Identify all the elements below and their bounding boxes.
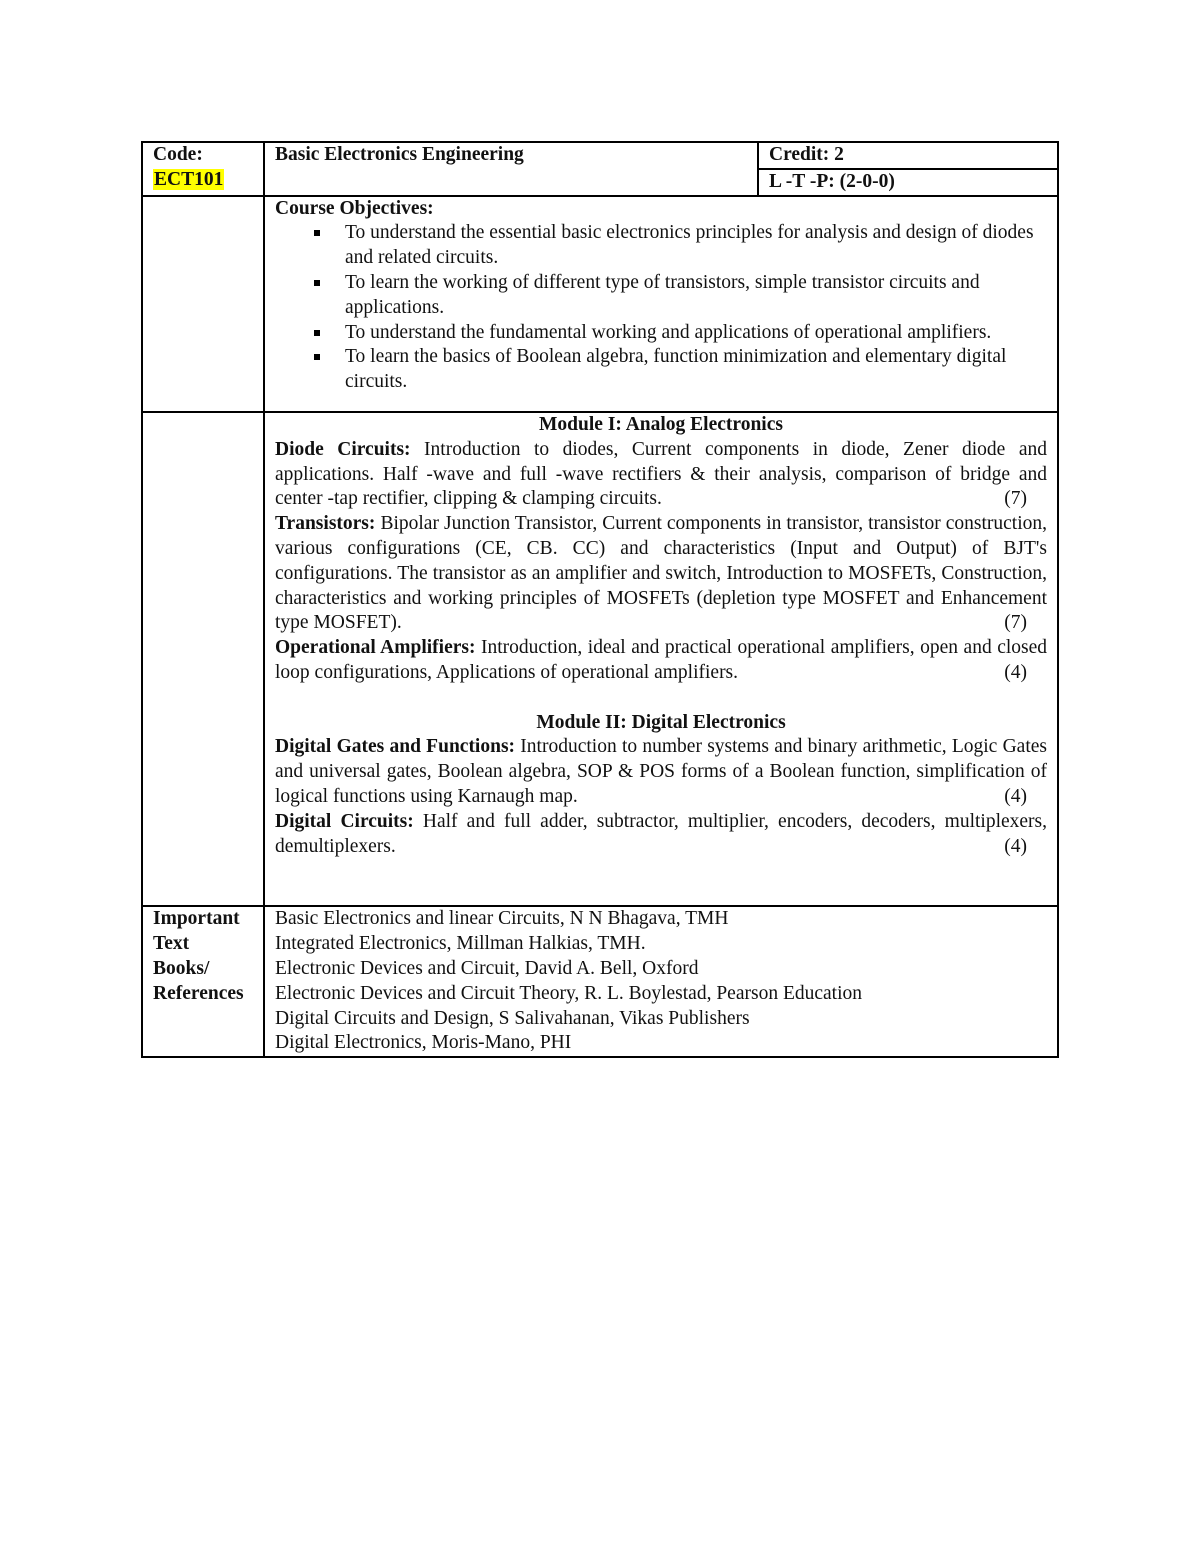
reference-item: Electronic Devices and Circuit, David A. Bell, Oxford <box>275 957 699 979</box>
course-title-cell <box>264 142 758 196</box>
topic-name: Operational Amplifiers: <box>275 637 476 659</box>
topic-hours: (4) <box>1004 785 1027 807</box>
objectives-label-cell <box>142 196 264 412</box>
objectives-heading: Course Objectives: <box>275 197 434 219</box>
topic-hours: (7) <box>1004 612 1027 634</box>
topic-name: Diode Circuits: <box>275 438 411 460</box>
modules-row <box>142 412 1058 906</box>
module-topic-diode <box>275 438 1047 512</box>
module-topic-digital-circuits <box>275 810 1047 860</box>
objectives-list <box>275 221 1047 395</box>
references-label-line: Text <box>153 933 190 955</box>
references-row <box>142 906 1058 1057</box>
topic-hours: (4) <box>1004 661 1027 683</box>
topic-hours: (4) <box>1004 835 1027 857</box>
topic-text: Introduction to diodes, Current components in diode, Zener diode and applications. Half -wave and full -wave rectifiers & their analysis, comparison of bridge and center -tap rectifier, clipping & clamping circuits. <box>275 438 1047 510</box>
code-label: Code: <box>153 144 203 165</box>
topic-text: Introduction, ideal and practical operational amplifiers, open and closed loop configurations, Applications of operational amplifiers. <box>275 637 1048 683</box>
course-code-value: ECT101 <box>154 168 224 190</box>
reference-item: Basic Electronics and linear Circuits, N N Bhagava, TMH <box>275 908 729 930</box>
module-title: Module II: Digital Electronics <box>536 711 786 733</box>
objectives-row <box>142 196 1058 412</box>
module-topic-opamps <box>275 636 1047 686</box>
objective-item: To learn the working of different type of transistors, simple transistor circuits and applications. <box>345 271 1047 321</box>
module-topic-transistors <box>275 512 1047 636</box>
reference-item: Integrated Electronics, Millman Halkias, TMH. <box>275 933 646 955</box>
reference-item: Electronic Devices and Circuit Theory, R. L. Boylestad, Pearson Education <box>275 982 863 1004</box>
course-syllabus-table <box>141 141 1059 1058</box>
reference-item: Digital Electronics, Moris-Mano, PHI <box>275 1032 572 1054</box>
course-title: Basic Electronics Engineering <box>275 144 524 165</box>
credit-value: Credit: 2 <box>769 144 844 165</box>
topic-name: Transistors: <box>275 513 376 535</box>
reference-item: Digital Circuits and Design, S Salivahanan, Vikas Publishers <box>275 1007 750 1029</box>
credit-cell <box>758 142 1058 169</box>
objective-item: To understand the fundamental working and applications of operational amplifiers. <box>345 321 1047 346</box>
modules-label-cell <box>142 412 264 906</box>
topic-text: Introduction to number systems and binary arithmetic, Logic Gates and universal gates, Boolean algebra, SOP & POS forms of a Boolean function, simplification of logical functions using Karnaugh map. <box>275 736 1047 807</box>
references-list-cell <box>264 906 1058 1057</box>
references-label-line: Important <box>153 908 240 930</box>
objective-item: To learn the basics of Boolean algebra, function minimization and elementary digital circuits. <box>345 345 1047 395</box>
ltp-value: L -T -P: (2-0-0) <box>769 170 895 192</box>
references-label-line: References <box>153 982 244 1004</box>
module-topic-digital-gates <box>275 735 1047 809</box>
header-row-1 <box>142 142 1058 169</box>
module-title: Module I: Analog Electronics <box>539 413 783 435</box>
topic-text: Bipolar Junction Transistor, Current components in transistor, transistor construction, various configurations (CE, CB. CC) and characteristics (Input and Output) of BJT's configurations. The transistor as an amplifier and switch, Introduction to MOSFETs, Construction, characteristics and working principles of MOSFETs (depletion type MOSFET and Enhancement type MOSFET). <box>275 513 1048 634</box>
references-label-line: Books/ <box>153 957 210 979</box>
topic-hours: (7) <box>1004 488 1027 510</box>
references-label-cell <box>142 906 264 1057</box>
course-code-cell <box>142 142 264 196</box>
topic-text: Half and full adder, subtractor, multiplier, encoders, decoders, multiplexers, demultiplexers. <box>275 810 1048 857</box>
topic-name: Digital Gates and Functions: <box>275 736 516 758</box>
modules-cell <box>264 412 1058 906</box>
objectives-cell <box>264 196 1058 412</box>
objective-item: To understand the essential basic electronics principles for analysis and design of diodes and related circuits. <box>345 221 1047 271</box>
topic-name: Digital Circuits: <box>275 810 414 832</box>
ltp-cell <box>758 169 1058 196</box>
